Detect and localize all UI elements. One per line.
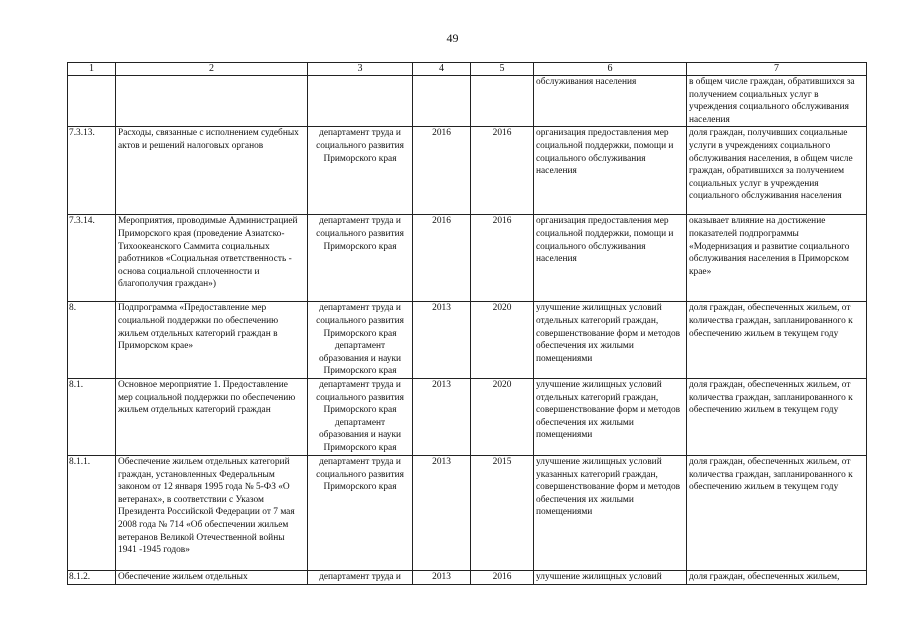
row-result: улучшение жилищных условий указанных категорий граждан, совершенствование форм и методов обеспечения их жилыми помещениями bbox=[534, 455, 687, 570]
row-result: организация предоставления мер социальной поддержки, помощи и социального обслуживания населения bbox=[534, 215, 687, 302]
row-start-year: 2016 bbox=[413, 215, 471, 302]
row-end-year: 2016 bbox=[471, 570, 534, 584]
row-result: улучшение жилищных условий отдельных категорий граждан, совершенствование форм и методов обеспечения их жилыми помещениями bbox=[534, 378, 687, 455]
table-row bbox=[68, 215, 867, 302]
row-start-year bbox=[413, 76, 471, 127]
row-code: 8. bbox=[68, 302, 116, 379]
row-result: улучшение жилищных условий bbox=[534, 570, 687, 584]
table-row bbox=[68, 570, 867, 584]
row-name: Подпрограмма «Предоставление мер социальной поддержки по обеспечению жильем отдельных категорий граждан в Приморском крае» bbox=[116, 302, 308, 379]
row-end-year: 2016 bbox=[471, 215, 534, 302]
row-executor: департамент труда и bbox=[308, 570, 413, 584]
row-name bbox=[116, 76, 308, 127]
row-executor: департамент труда и социального развития Приморского края bbox=[308, 215, 413, 302]
row-indicator: оказывает влияние на достижение показателей подпрограммы «Модернизация и развитие социального обслуживания населения в Приморском крае» bbox=[687, 215, 867, 302]
row-end-year: 2015 bbox=[471, 455, 534, 570]
row-start-year: 2013 bbox=[413, 378, 471, 455]
header-cell: 1 bbox=[68, 63, 116, 76]
row-result: улучшение жилищных условий отдельных категорий граждан, совершенствование форм и методов обеспечения их жилыми помещениями bbox=[534, 302, 687, 379]
row-indicator: в общем числе граждан, обратившихся за получением социальных услуг в учреждения социального обслуживания населения bbox=[687, 76, 867, 127]
row-name: Мероприятия, проводимые Администрацией Приморского края (проведение Азиатско-Тихоокеанского Саммита социальных работников «Социальная ответственность - основа социальной сплоченности и благополучия граждан») bbox=[116, 215, 308, 302]
table-row bbox=[68, 302, 867, 379]
row-end-year: 2020 bbox=[471, 378, 534, 455]
header-cell: 7 bbox=[687, 63, 867, 76]
header-cell: 4 bbox=[413, 63, 471, 76]
row-indicator: доля граждан, обеспеченных жильем, от количества граждан, запланированного к обеспечению жильем в текущем году bbox=[687, 378, 867, 455]
row-code: 8.1.1. bbox=[68, 455, 116, 570]
row-code bbox=[68, 76, 116, 127]
page-number: 49 bbox=[446, 31, 459, 45]
row-end-year bbox=[471, 76, 534, 127]
table-row bbox=[68, 127, 867, 215]
row-indicator: доля граждан, обеспеченных жильем, от количества граждан, запланированного к обеспечению жильем в текущем году bbox=[687, 455, 867, 570]
row-indicator: доля граждан, обеспеченных жильем, от количества граждан, запланированного к обеспечению жильем в текущем году bbox=[687, 302, 867, 379]
row-executor: департамент труда и социального развития Приморского края bbox=[308, 455, 413, 570]
row-end-year: 2016 bbox=[471, 127, 534, 215]
header-row bbox=[68, 63, 867, 76]
row-start-year: 2013 bbox=[413, 570, 471, 584]
row-start-year: 2013 bbox=[413, 302, 471, 379]
row-code: 8.1.2. bbox=[68, 570, 116, 584]
row-result: обслуживания населения bbox=[534, 76, 687, 127]
row-indicator: доля граждан, получивших социальные услуги в учреждениях социального обслуживания населения, в общем числе граждан, обратившихся за получением социальных услуг в учреждения социального обслуживания населения bbox=[687, 127, 867, 215]
header-cell: 3 bbox=[308, 63, 413, 76]
row-start-year: 2016 bbox=[413, 127, 471, 215]
table-row bbox=[68, 378, 867, 455]
row-end-year: 2020 bbox=[471, 302, 534, 379]
row-executor: департамент труда и социального развития Приморского края департамент образования и науки Приморского края bbox=[308, 302, 413, 379]
row-indicator: доля граждан, обеспеченных жильем, bbox=[687, 570, 867, 584]
row-executor bbox=[308, 76, 413, 127]
row-name: Расходы, связанные с исполнением судебных актов и решений налоговых органов bbox=[116, 127, 308, 215]
header-cell: 2 bbox=[116, 63, 308, 76]
table-row bbox=[68, 76, 867, 127]
row-executor: департамент труда и социального развития Приморского края bbox=[308, 127, 413, 215]
row-code: 7.3.13. bbox=[68, 127, 116, 215]
row-code: 8.1. bbox=[68, 378, 116, 455]
row-name: Основное мероприятие 1. Предоставление мер социальной поддержки по обеспечению жильем отдельных категорий граждан bbox=[116, 378, 308, 455]
row-name: Обеспечение жильем отдельных bbox=[116, 570, 308, 584]
row-start-year: 2013 bbox=[413, 455, 471, 570]
row-executor: департамент труда и социального развития Приморского края департамент образования и науки Приморского края bbox=[308, 378, 413, 455]
program-table bbox=[67, 62, 867, 585]
row-code: 7.3.14. bbox=[68, 215, 116, 302]
header-cell: 5 bbox=[471, 63, 534, 76]
header-cell: 6 bbox=[534, 63, 687, 76]
row-result: организация предоставления мер социальной поддержки, помощи и социального обслуживания населения bbox=[534, 127, 687, 215]
row-name: Обеспечение жильем отдельных категорий граждан, установленных Федеральным законом от 12 января 1995 года № 5-ФЗ «О ветеранах», в соответствии с Указом Президента Российской Федерации от 7 мая 2008 года № 714 «Об обеспечении жильем ветеранов Великой Отечественной войны 1941 -1945 годов» bbox=[116, 455, 308, 570]
table-row bbox=[68, 455, 867, 570]
